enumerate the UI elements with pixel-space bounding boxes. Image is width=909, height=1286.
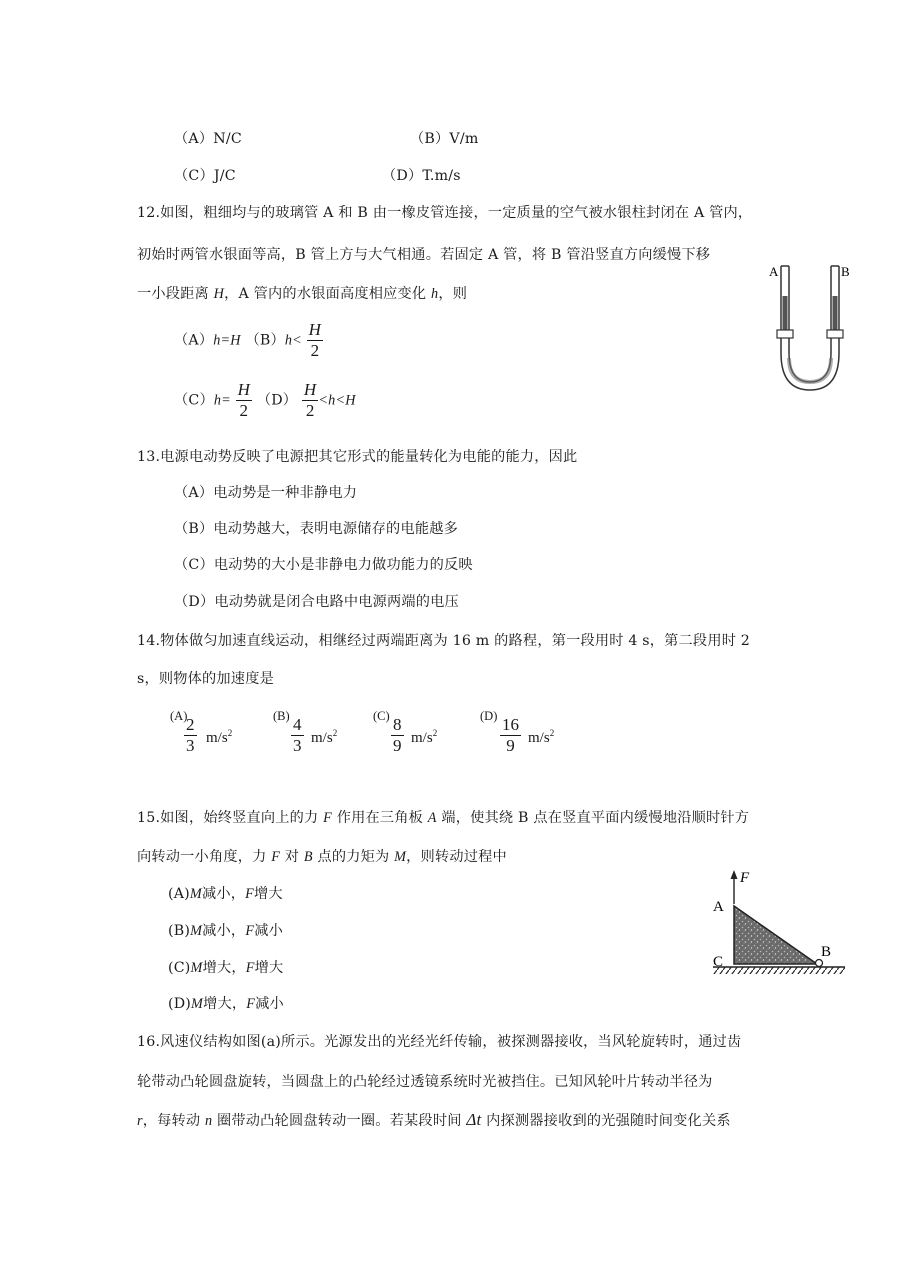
tube-a-label: A xyxy=(769,264,779,279)
q15-stem-line1: 15.如图，始终竖直向上的力 F 作用在三角板 A 端，使其绕 B 点在竖直平面内缓慢地沿顺时针方 xyxy=(137,810,750,826)
q16-stem-line3: r，每转动 n 圈带动凸轮圆盘转动一圈。若某段时间 Δt 内探测器接收到的光强随时间变化关系 xyxy=(137,1110,731,1129)
q12-options-ab: （A）h=H （B）h< $\frac{H}{2}$ xyxy=(174,320,322,360)
q12-fraction-d: $\frac{H}{2}$ xyxy=(303,380,317,420)
q12-options-cd: （C）h= $\frac{H}{2}$ （D） $\frac{H}{2}$ <h<H xyxy=(174,380,356,420)
q16-stem-line2: 轮带动凸轮圆盘旋转，当圆盘上的凸轮经过透镜系统时光被挡住。已知风轮叶片转动半径为 xyxy=(137,1074,713,1090)
q13-option-d: （D）电动势就是闭合电路中电源两端的电压 xyxy=(174,594,459,610)
point-a-label: A xyxy=(713,899,724,915)
q12-stem-line3: 一小段距离 H，A 管内的水银面高度相应变化 h，则 xyxy=(137,286,468,302)
q12-fraction-c: $\frac{H}{2}$ xyxy=(237,380,251,420)
q13-option-c: （C）电动势的大小是非静电力做功能力的反映 xyxy=(174,557,473,573)
q11-option-d: （D）T.m/s xyxy=(382,168,461,184)
q15-option-a: (A)M减小，F增大 xyxy=(168,886,283,902)
q15-stem-line2: 向转动一小角度，力 F 对 B 点的力矩为 M，则转动过程中 xyxy=(137,849,507,865)
q12-stem-line2: 初始时两管水银面等高，B 管上方与大气相通。若固定 A 管，将 B 管沿竖直方向缓慢下移 xyxy=(137,247,711,263)
q13-option-a: （A）电动势是一种非静电力 xyxy=(174,485,358,501)
q12-stem-line1: 12.如图，粗细均与的玻璃管 A 和 B 由一橡皮管连接，一定质量的空气被水银柱封闭在 A 管内， xyxy=(137,205,753,221)
q11-option-c: （C）J/C xyxy=(174,168,236,184)
q11-option-a: （A）N/C xyxy=(174,131,242,147)
tube-b-label: B xyxy=(841,264,850,279)
point-b-label: B xyxy=(821,944,832,960)
triangle-plate-figure xyxy=(705,866,850,981)
q11-option-b: （B）V/m xyxy=(410,131,479,147)
u-tube-figure xyxy=(755,258,865,403)
point-c-label: C xyxy=(713,954,724,970)
q15-option-b: (B)M减小，F减小 xyxy=(168,923,283,939)
q16-stem-line1: 16.风速仪结构如图(a)所示。光源发出的光经光纤传输，被探测器接收，当风轮旋转时，通过齿 xyxy=(137,1034,742,1050)
q13-stem: 13.电源电动势反映了电源把其它形式的能量转化为电能的能力，因此 xyxy=(137,449,578,465)
q13-option-b: （B）电动势越大，表明电源储存的电能越多 xyxy=(174,521,458,537)
force-f-label: F xyxy=(740,870,750,886)
q15-option-d: (D)M增大，F减小 xyxy=(168,996,284,1012)
q15-option-c: (C)M增大，F增大 xyxy=(168,960,284,976)
q14-stem-line2: s，则物体的加速度是 xyxy=(137,671,274,687)
q12-fraction-b: $\frac{H}{2}$ xyxy=(308,320,322,360)
q14-stem-line1: 14.物体做匀加速直线运动，相继经过两端距离为 16 m 的路程，第一段用时 4 s，第二段用时 2 xyxy=(137,633,751,649)
